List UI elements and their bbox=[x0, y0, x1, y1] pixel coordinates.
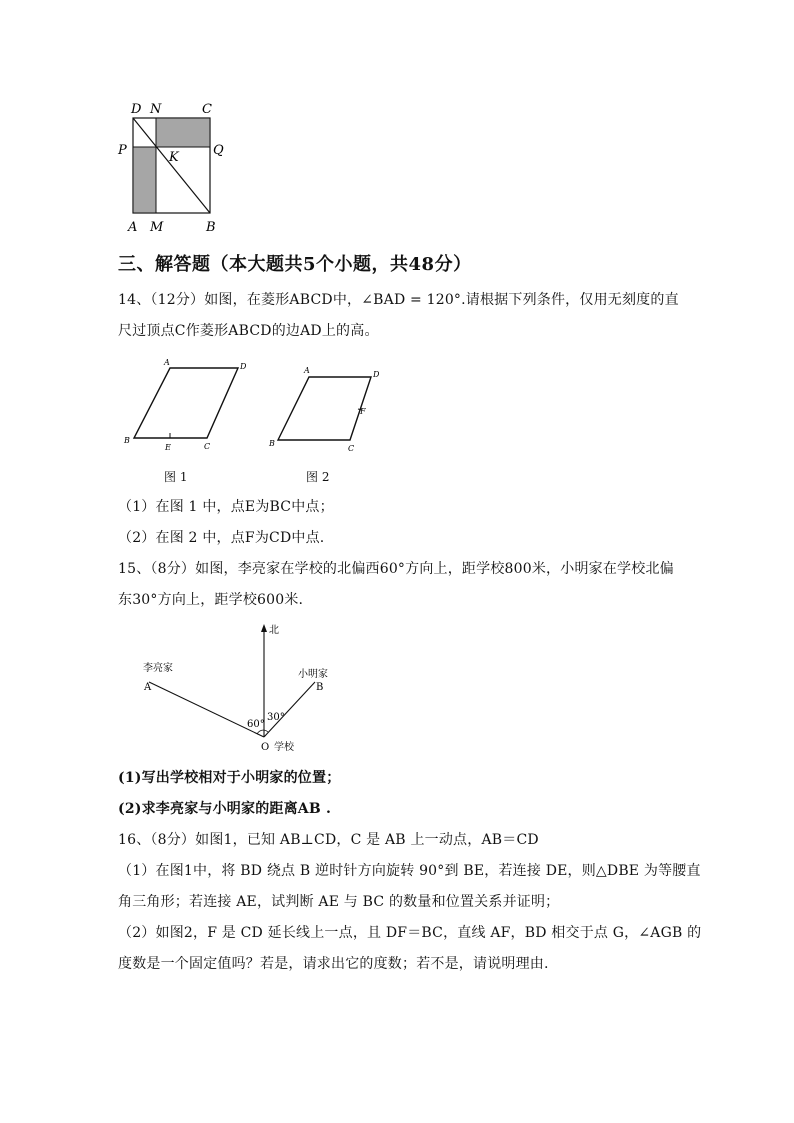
angle-60-label: 60° bbox=[247, 719, 265, 730]
rhombus-figure-1 bbox=[118, 355, 258, 460]
fig2-label-b: B bbox=[269, 439, 275, 448]
q14-part1: （1）在图 1 中，点E为BC中点； bbox=[118, 499, 334, 515]
label-d: D bbox=[131, 102, 142, 117]
school-label: 学校 bbox=[274, 742, 294, 753]
q16-line3: 角三角形；若连接 AE，试判断 AE 与 BC 的数量和位置关系并证明； bbox=[118, 894, 560, 910]
point-b-label: B bbox=[316, 682, 324, 693]
fig1-label-b: B bbox=[124, 436, 130, 445]
fig2-label-c: C bbox=[348, 444, 355, 453]
q16-line2: （1）在图1中，将 BD 绕点 B 逆时针方向旋转 90°到 BE，若连接 DE，则△DBE 为等腰直 bbox=[118, 863, 701, 879]
q15-part2: (2)求李亮家与小明家的距离AB . bbox=[118, 801, 332, 817]
segment-ob bbox=[264, 682, 315, 737]
label-n: N bbox=[150, 102, 162, 117]
north-arrow-icon bbox=[261, 624, 267, 632]
north-label: 北 bbox=[269, 625, 279, 636]
label-q: Q bbox=[213, 143, 224, 158]
label-c: C bbox=[202, 102, 212, 117]
q16-line5: 度数是一个固定值吗？若是，请求出它的度数；若不是，请说明理由. bbox=[118, 956, 549, 972]
label-a: A bbox=[128, 220, 138, 235]
q16-line1: 16、（8分）如图1，已知 AB⊥CD，C 是 AB 上一动点，AB＝CD bbox=[118, 832, 539, 848]
fig1-label-a: A bbox=[164, 358, 170, 367]
q14-line1: 14、（12分）如图，在菱形ABCD中，∠BAD = 120°.请根据下列条件，仅用无刻度的直 bbox=[118, 292, 679, 308]
q15-part1: (1)写出学校相对于小明家的位置； bbox=[118, 770, 341, 786]
label-b: B bbox=[206, 220, 216, 235]
point-o-label: O bbox=[261, 742, 270, 753]
angle-60-arc bbox=[257, 730, 264, 734]
li-home-label: 李亮家 bbox=[143, 663, 173, 674]
label-k: K bbox=[169, 150, 179, 165]
fig1-label-d: D bbox=[240, 362, 247, 371]
fig1-caption: 图 1 bbox=[164, 470, 188, 484]
section-heading: 三、解答题（本大题共5个小题，共48分） bbox=[118, 254, 472, 275]
angle-30-arc bbox=[264, 730, 268, 732]
fig1-label-e: E bbox=[165, 443, 171, 452]
shaded-rect-left bbox=[133, 147, 156, 213]
q15-line2: 东30°方向上，距学校600米. bbox=[118, 592, 304, 608]
ming-home-label: 小明家 bbox=[298, 669, 328, 680]
direction-figure bbox=[135, 620, 345, 755]
label-p: P bbox=[118, 143, 127, 158]
rhombus-2-outline bbox=[278, 377, 371, 440]
q16-line4: （2）如图2，F 是 CD 延长线上一点，且 DF＝BC，直线 AF，BD 相交于点 G，∠AGB 的 bbox=[118, 925, 702, 941]
point-a-label: A bbox=[144, 682, 152, 693]
q15-line1: 15、（8分）如图，李亮家在学校的北偏西60°方向上，距学校800米，小明家在学校北偏 bbox=[118, 561, 674, 577]
fig2-label-d: D bbox=[373, 370, 380, 379]
fig2-label-f: F bbox=[360, 407, 366, 416]
shaded-rect-top bbox=[156, 118, 210, 147]
rhombus-figure-2 bbox=[262, 362, 392, 457]
fig2-label-a: A bbox=[304, 366, 310, 375]
q14-line2: 尺过顶点C作菱形ABCD的边AD上的高。 bbox=[118, 323, 379, 339]
label-m: M bbox=[150, 220, 164, 235]
q14-part2: （2）在图 2 中，点F为CD中点. bbox=[118, 530, 325, 546]
angle-30-label: 30° bbox=[267, 712, 285, 723]
square-figure bbox=[112, 98, 230, 238]
rhombus-1-outline bbox=[134, 368, 238, 438]
fig1-label-c: C bbox=[204, 442, 211, 451]
fig2-caption: 图 2 bbox=[306, 470, 330, 484]
